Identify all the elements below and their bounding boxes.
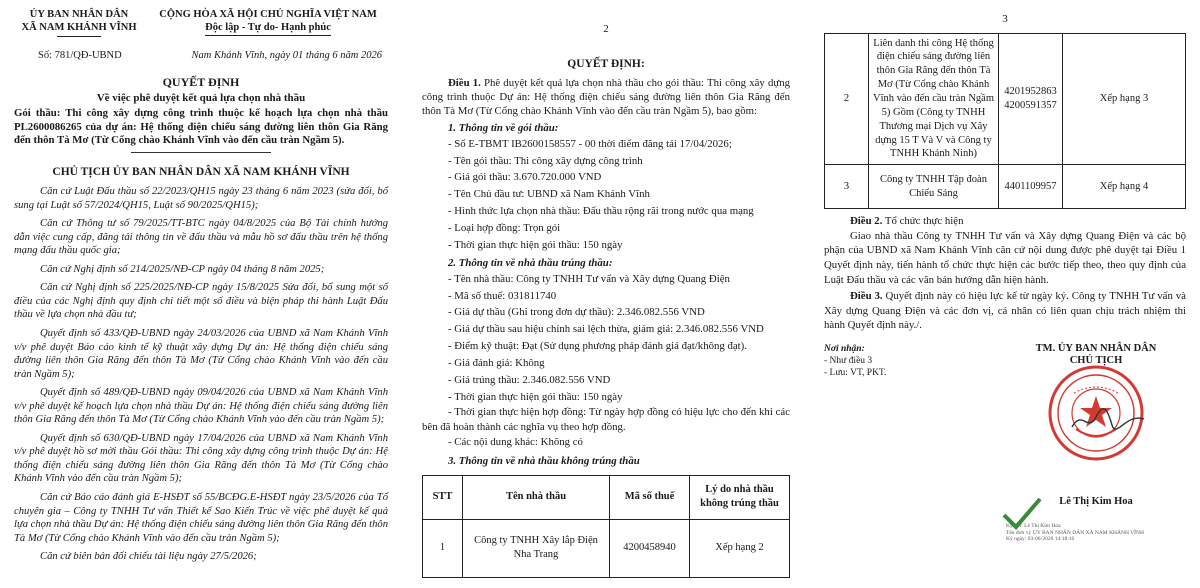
signature-area [824,343,1186,543]
table-cell: Xếp hạng 2 [690,519,790,577]
document-subject: Về việc phê duyệt kết quả lựa chọn nhà thầu [96,91,306,104]
agency-block [14,8,144,37]
verified-check-icon [1000,495,1044,531]
page-number: 2 [603,23,609,35]
winner-info-list [422,271,790,452]
list-item: - Tên gói thầu: Thi công xây dựng công trình [448,154,643,167]
list-item: - Tên Chủ đầu tư: UBND xã Nam Khánh Vĩnh [448,188,650,201]
package-description: Gói thầu: Thi công xây dựng công trình thuộc kế hoạch lựa chọn nhà thầu PL2600086265 của dự án: Hệ thống điện chiếu sáng đường liên thôn Gia Răng đến thôn Tà Mơ (Từ Cổng chào Khánh Vĩnh vào đến cầu tràn Ngầm 5). [14,107,388,147]
nation-motto: Độc lập - Tự do- Hạnh phúc [205,21,331,36]
section-winner-info: 2. Thông tin về nhà thầu trúng thầu: [448,257,613,270]
losing-bidders-table-continued [824,33,1186,210]
agency-underline [57,36,101,37]
document-number: Số: 781/QĐ-UBND [38,50,122,62]
list-item: - Giá dự thầu (Ghi trong đơn dự thầu): 2.346.082.556 VND [448,306,705,319]
tax-code: 4200591357 [1004,99,1057,111]
letterhead [14,8,388,37]
article-1-text: Phê duyệt kết quả lựa chọn nhà thầu cho gói thầu: Thi công xây dựng công trình thuộc Dự án: Hệ thống điện chiếu sáng đường liên thôn Gia Răng đến thôn Tà Mơ (Từ Cổng chào Khánh Vĩnh vào đến cầu tràn Ngầm 5), bao gồm: [422,76,790,118]
article-2-heading [824,214,1186,229]
document-page-3 [810,0,1200,588]
column-header: Lý do nhà thầu không trúng thầu [690,475,790,519]
table-cell: 2 [825,33,869,165]
agency-line-2: XÃ NAM KHÁNH VĨNH [21,22,137,34]
recipients-block [824,343,974,543]
list-item: - Số E-TBMT IB2600158557 - 00 thời điểm đăng tải 17/04/2026; [448,137,732,150]
legal-basis: Quyết định số 630/QĐ-UBND ngày 17/04/2026 của UBND xã Nam Khánh Vĩnh v/v phê duyệt hồ sơ mời thầu Gói thầu: Thi công xây dựng công trình thuộc Dự án: Hệ thống điện chiếu sáng đường liên thôn Gia Răng đến thôn Tà Mơ (Từ Cổng chào Khánh Vĩnh vào đến cầu tràn Ngầm 5); [14,432,388,485]
table-cell: 4200458940 [610,519,690,577]
package-info-list [422,136,790,254]
decision-heading: QUYẾT ĐỊNH: [567,57,645,70]
table-row [825,165,1186,209]
legal-basis: Căn cứ Báo cáo đánh giá E-HSĐT số 55/BCĐG.E-HSĐT ngày 23/5/2026 của Tổ chuyên gia – Công ty TNHH Tư vấn Thiết kế Sao Kiến Trúc về việc phê duyệt kế quả lựa chọn nhà thầu Dự án: Hệ thống điện chiếu sáng đường liên thôn Gia Răng đến thôn Tà Mơ (Từ Cổng chào Khánh Vĩnh vào đến cầu tràn Ngầm 5); [14,492,389,544]
tax-code: 4201952863 [1004,86,1057,98]
legal-basis: Căn cứ Thông tư số 79/2025/TT-BTC ngày 04/8/2025 của Bộ Tài chính hướng dẫn việc cung cấp, đăng tải thông tin về đấu thầu và mẫu hồ sơ đấu thầu trên hệ thống mạng đấu thầu quốc gia; [14,218,388,257]
handwritten-signature-icon [1068,405,1148,435]
article-1 [422,76,790,119]
list-item: - Mã số thuế: 031811740 [448,289,557,302]
authority-heading: CHỦ TỊCH ỦY BAN NHÂN DÂN XÃ NAM KHÁNH VĨNH [52,165,350,178]
section-losing-bidders: 3. Thông tin về nhà thầu không trúng thầu [448,455,640,468]
list-item: - Hình thức lựa chọn nhà thầu: Đấu thầu rộng rãi trong nước qua mạng [448,205,754,217]
list-item: - Giá dự thầu sau hiệu chỉnh sai lệch thừa, giảm giá: 2.346.082.556 VND [448,323,764,336]
reference-line [14,49,388,63]
list-item: - Các nội dung khác: Không có [448,436,583,449]
table-cell: 3 [825,165,869,209]
list-item: - Thời gian thực hiện hợp đồng: Từ ngày hợp đồng có hiệu lực cho đến khi các bên đã hoàn thành các nghĩa vụ theo hợp đồng. [422,406,790,433]
list-item: - Giá đánh giá: Không [448,356,545,369]
table-cell: Công ty TNHH Tập đoàn Chiếu Sáng [869,165,999,209]
signer-name: Lê Thị Kim Hoa [1059,495,1133,507]
table-row [825,33,1186,165]
signature-block [1006,343,1186,543]
title-divider [131,152,271,153]
document-title: QUYẾT ĐỊNH [162,75,240,90]
agency-line-1: ỦY BAN NHÂN DÂN [29,9,129,20]
column-header: Mã số thuế [610,475,690,519]
article-2-text: Giao nhà thầu Công ty TNHH Tư vấn và Xây dựng Quang Điện và các bộ phận của UBND xã Nam Khánh Vĩnh căn cứ nội dung được phê duyệt tại Điều 1 Quyết định này, tiến hành tổ chức thực hiện các bước tiếp theo, theo quy định của Luật Đấu thầu và các văn bản hướng dẫn hiện hành. [824,229,1186,286]
recipient: - Lưu: VT, PKT. [824,368,887,379]
table-cell: Công ty TNHH Xây lắp Điện Nha Trang [463,519,610,577]
legal-bases [14,185,388,564]
article-3-text: Quyết định này có hiệu lực kể từ ngày ký. Công ty TNHH Tư vấn và Xây dựng Quang Điện và các đơn vị, cá nhân có liên quan chịu trách nhiệm thi hành Quyết định này./. [824,290,1186,332]
losing-bidders-table [422,475,790,578]
cert-unit: Tên đơn vị: ỦY BAN NHÂN DÂN XÃ NAM KHÁNH VĨNH [1006,529,1144,536]
signer-role-1: TM. ỦY BAN NHÂN DÂN [1035,342,1157,354]
list-item: - Thời gian thực hiện gói thầu: 150 ngày [448,238,623,251]
article-1-label: Điều 1. [448,76,481,89]
cert-signed-by: Ký bởi: Lê Thị Kim Hoa [1006,522,1061,529]
list-item: - Thời gian thực hiện gói thầu: 150 ngày [448,390,623,403]
legal-basis: Căn cứ Nghị định số 225/2025/NĐ-CP ngày 15/8/2025 Sửa đổi, bổ sung một số điều của các Nghị định quy định chi tiết một số điều và biện pháp thi hành Luật Đấu thầu về lựa chọn nhà đầu tư; [14,282,388,321]
legal-basis: Căn cứ Nghị định số 214/2025/NĐ-CP ngày 04 tháng 8 năm 2025; [40,263,325,275]
table-cell: 4401109957 [999,165,1063,209]
list-item: - Giá gói thầu: 3.670.720.000 VND [448,171,602,184]
legal-basis: Căn cứ Luật Đấu thầu số 22/2023/QH15 ngày 23 tháng 6 năm 2023 (sửa đổi, bổ sung tại Luật số 57/2024/QH15, Luật số 90/2025/QH15); [14,186,388,211]
table-cell: Xếp hạng 3 [1063,33,1186,165]
list-item: - Giá trúng thầu: 2.346.082.556 VND [448,373,611,386]
nation-line-1: CỘNG HÒA XÃ HỘI CHỦ NGHĨA VIỆT NAM [159,9,377,20]
article-3-label: Điều 3. [850,290,883,303]
table-cell: 1 [423,519,463,577]
column-header: Tên nhà thầu [463,475,610,519]
section-package-info: 1. Thông tin về gói thầu: [448,122,559,135]
article-2-label: Điều 2. [850,215,883,228]
table-header-row [423,475,790,519]
article-2-title: Tổ chức thực hiện [882,215,964,228]
cert-date: Ký ngày: 03-06-2026 14:18:16 [1006,536,1075,543]
page-number: 3 [1002,13,1008,25]
signer-role-2: CHỦ TỊCH [1069,355,1123,367]
document-page-1 [0,0,400,588]
digital-certificate [1006,523,1196,543]
list-item: - Điểm kỹ thuật: Đạt (Sử dụng phương pháp đánh giá đạt/không đạt). [448,340,747,353]
table-cell: Xếp hạng 4 [1063,165,1186,209]
nation-block [148,8,388,37]
document-date: Nam Khánh Vĩnh, ngày 01 tháng 6 năm 2026 [191,50,382,62]
recipients-heading: Nơi nhận: [824,343,865,354]
legal-basis: Quyết định số 489/QĐ-UBND ngày 09/04/2026 của UBND xã Nam Khánh Vĩnh v/v phê duyệt kế hoạch lựa chọn nhà thầu Dự án: Hệ thống điện chiếu sáng đường liên thôn Gia Răng đến thôn Tà Mơ (Từ Cổng chào Khánh Vĩnh vào đến cầu tràn Ngầm 5); [14,387,388,426]
column-header: STT [423,475,463,519]
table-cell [999,33,1063,165]
table-row [423,519,790,577]
table-cell: Liên danh thi công Hệ thống điện chiếu sáng đường liên thôn Gia Răng đến thôn Tà Mơ (Từ Cổng chào Khánh Vĩnh vào đến cầu tràn Ngầm 5) Gồm (Công ty TNHH Thương mại Dịch vụ Xây dựng 15 T Và V và Công ty TNHH Khánh Ninh) [869,33,999,165]
legal-basis: Quyết định số 433/QĐ-UBND ngày 24/03/2026 của UBND xã Nam Khánh Vĩnh v/v phê duyệt Báo cáo kinh tế kỹ thuật xây dựng Dự án: Hệ thống điện chiếu sáng đường liên thôn Gia Răng đến thôn Tà Mơ (Từ Cổng chào Khánh Vĩnh vào đến cầu tràn Ngầm 5); [14,328,388,380]
recipient: - Như điều 3 [824,356,873,367]
document-page-2 [406,0,804,588]
list-item: - Loại hợp đồng: Trọn gói [448,221,561,234]
list-item: - Tên nhà thầu: Công ty TNHH Tư vấn và Xây dựng Quang Điện [448,272,730,285]
article-3 [824,289,1186,333]
legal-basis: Căn cứ biên bản đối chiếu tài liệu ngày 27/5/2026; [40,551,257,563]
